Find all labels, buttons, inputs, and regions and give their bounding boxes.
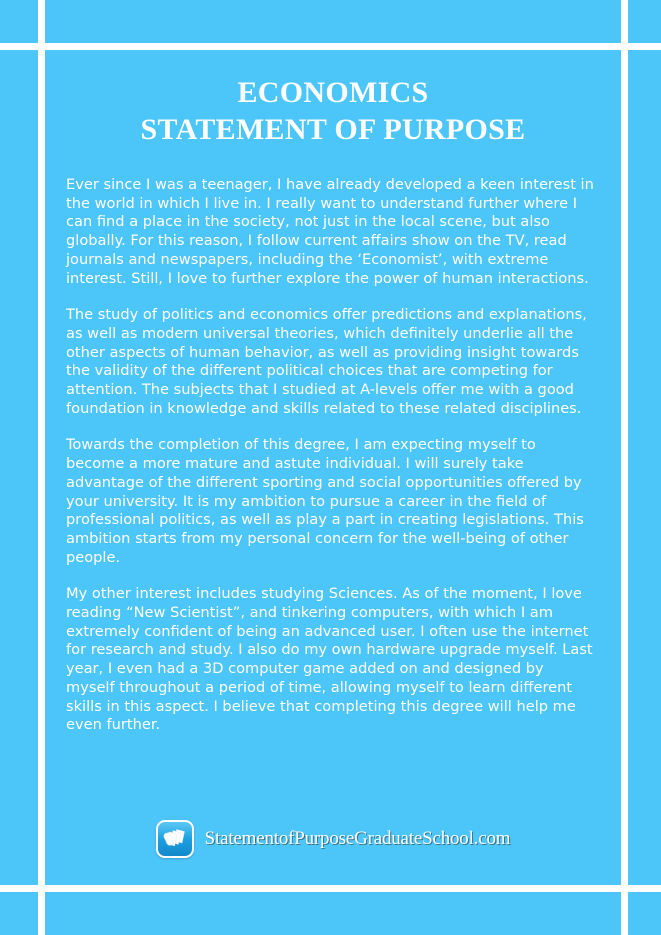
title-line-2: STATEMENT OF PURPOSE: [140, 113, 526, 146]
stacked-papers-icon: [156, 820, 194, 858]
title-line-1: ECONOMICS: [237, 76, 429, 109]
poster-content: [45, 50, 621, 885]
frame-line-bottom: [0, 885, 661, 892]
frame-line-right: [621, 0, 628, 935]
frame-line-top: [0, 43, 661, 50]
page-title: [45, 50, 621, 148]
paragraph-4: My other interest includes studying Sciences. As of the moment, I love reading “New Scientist”, and tinkering computers, with which I am extremely confident of being an advanced user. I often use the internet for research and study. I also do my own hardware upgrade myself. Last year, I even had a 3D computer game added on and designed by myself throughout a period of time, allowing myself to learn different skills in this aspect. I believe that completing this degree will help me even further.: [66, 585, 593, 734]
paragraph-1: Ever since I was a teenager, I have already developed a keen interest in the world in which I live in. I really want to understand further where I can find a place in the society, not just in the local scene, but also globally. For this reason, I follow current affairs show on the TV, read journals and newspapers, including the ‘Economist’, with extreme interest. Still, I love to further explore the power of human interactions.: [66, 176, 594, 287]
statement-body: [45, 176, 621, 735]
frame-line-left: [38, 0, 45, 935]
paragraph-2: The study of politics and economics offer predictions and explanations, as well as modern universal theories, which definitely underlie all the other aspects of human behavior, as well as providing insight towards the validity of the different political choices that are competing for attention. The subjects that I studied at A-levels offer me with a good foundation in knowledge and skills related to these related disciplines.: [66, 306, 587, 417]
brand-name: StatementofPurposeGraduateSchool.com: [204, 828, 511, 849]
footer-branding: [45, 820, 621, 858]
paragraph-3: Towards the completion of this degree, I am expecting myself to become a more mature and astute individual. I will surely take advantage of the different sporting and social opportunities offered by your university. It is my ambition to pursue a career in the field of professional politics, as well as play a part in creating legislations. This ambition starts from my personal concern for the well-being of other people.: [66, 436, 584, 566]
